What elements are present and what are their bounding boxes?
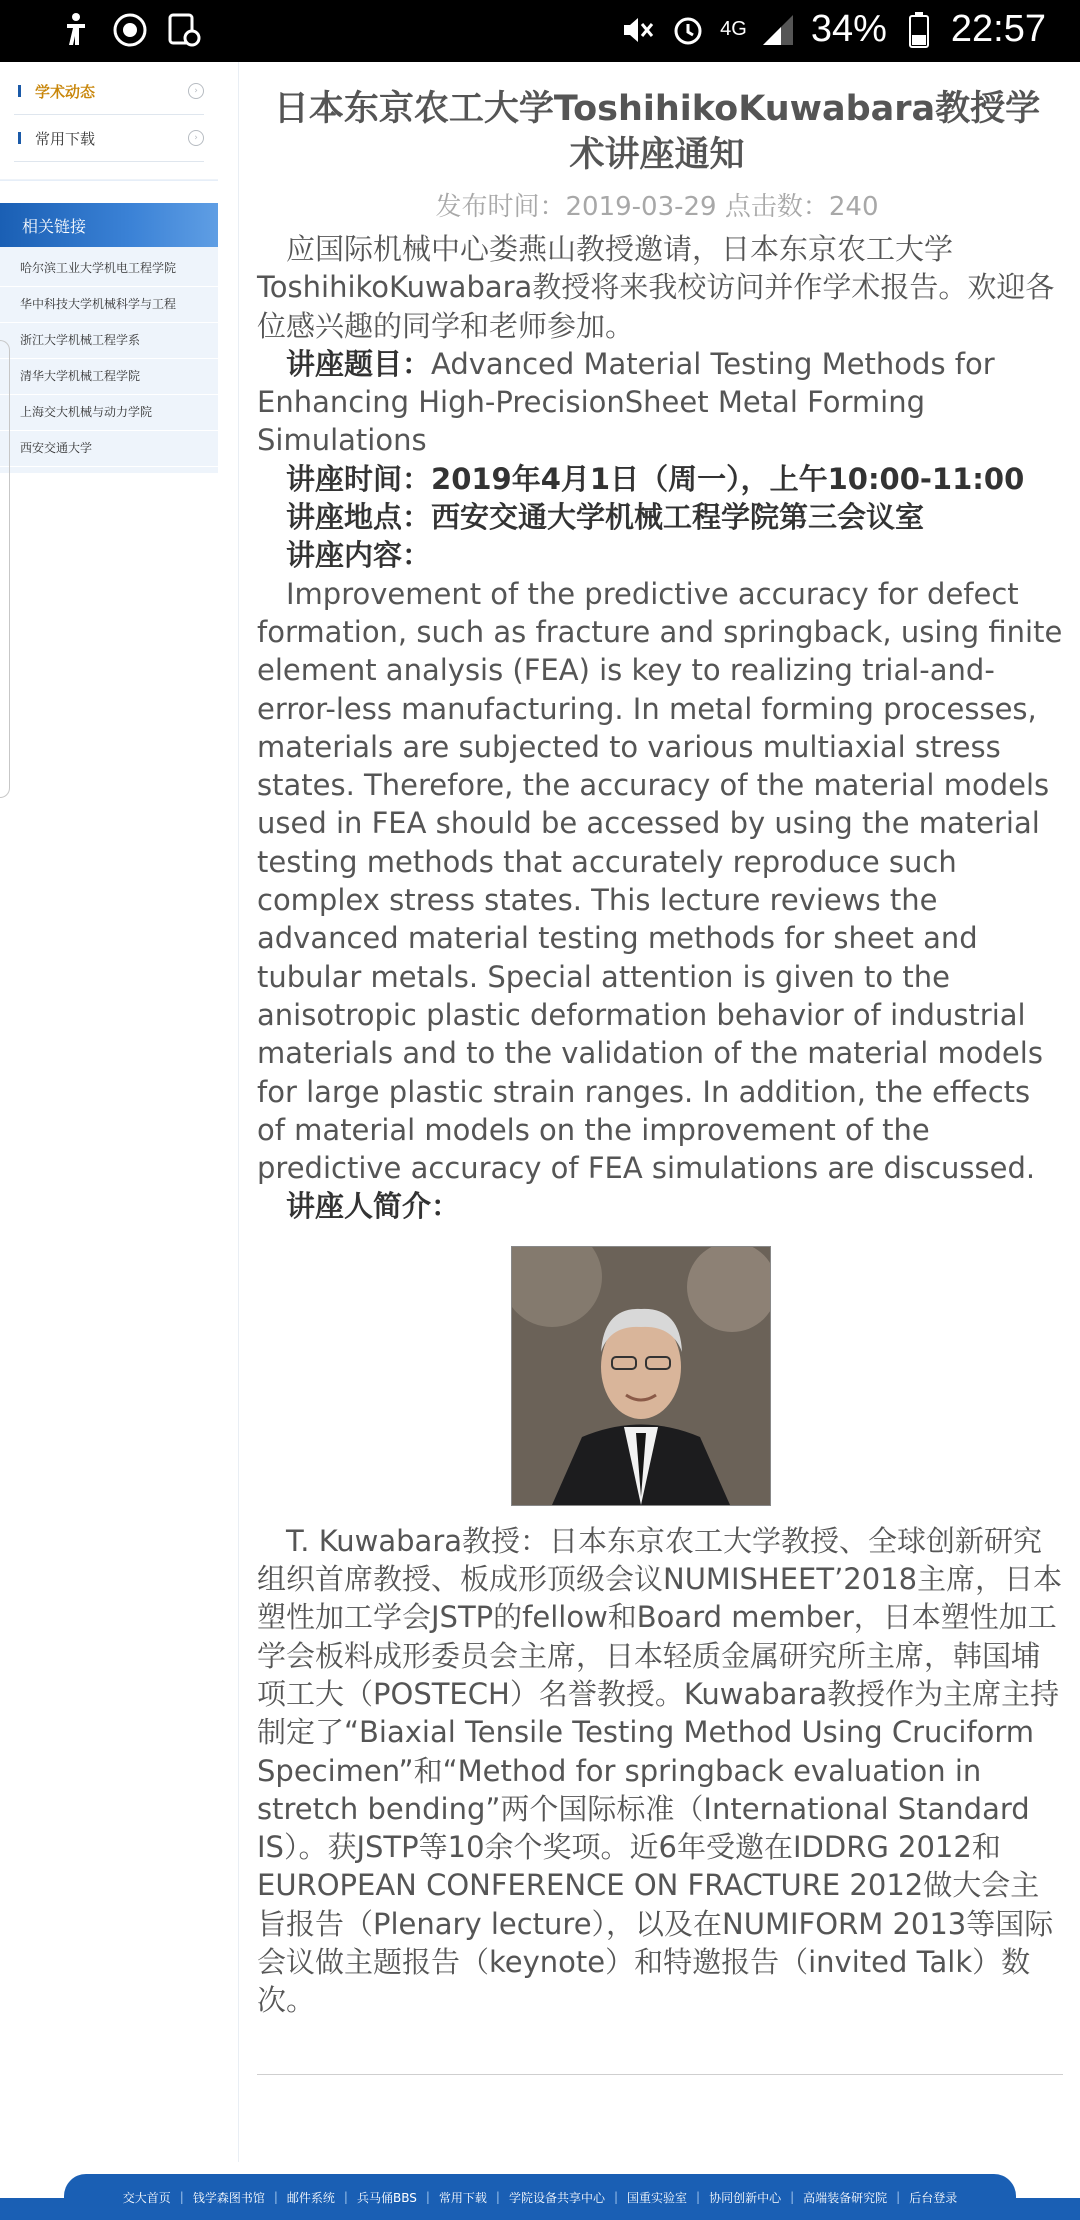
footer-link-lab[interactable]: 国重实验室 — [627, 2190, 688, 2205]
topic-label: 讲座题目： — [286, 346, 432, 381]
content-paragraph: Improvement of the predictive accuracy for defect formation, such as fracture and springback, using finite element analysis (FEA) is key to realizing trial-and-error-less manufacturing. In metal forming processes, materials are subjected to various multiaxial stress states. Therefore, the accuracy of the material models used in FEA should be accessed by using the material testing methods that accurately reproduce such complex stress states. This lecture reviews the advanced material testing methods for sheet and tubular metals. Special attention is given to the anisotropic plastic deformation behavior of industrial materials and to the validation of the material models for large plastic strain ranges. In addition, the effects of material models on the improvement of the predictive accuracy of FEA simulations are discussed. — [257, 576, 1063, 1186]
topic-line — [257, 345, 1067, 460]
chevron-right-icon: › — [188, 130, 204, 146]
footer-link-home[interactable]: 交大首页 — [122, 2190, 171, 2205]
footer-link-library[interactable]: 钱学森图书馆 — [192, 2190, 265, 2205]
clock: 22:57 — [950, 8, 1046, 50]
related-links-title: 相关链接 — [0, 203, 218, 247]
spacer — [0, 181, 218, 203]
place-line — [257, 498, 1067, 536]
divider — [257, 2074, 1063, 2075]
bio-label: 讲座人简介： — [286, 1189, 461, 1224]
footer-link-downloads[interactable]: 常用下载 — [438, 2190, 487, 2205]
bullet-bar — [18, 85, 21, 97]
sidebar — [0, 62, 218, 473]
separator: | — [495, 2190, 500, 2204]
place-label: 讲座地点： — [286, 500, 432, 535]
article — [238, 62, 1063, 2162]
separator: | — [273, 2190, 278, 2204]
footer-link-admin[interactable]: 后台登录 — [909, 2190, 958, 2205]
sidebar-item-downloads[interactable] — [14, 115, 204, 162]
related-link[interactable]: 哈尔滨工业大学机电工程学院 — [0, 251, 218, 287]
separator: | — [179, 2190, 184, 2204]
separator: | — [896, 2190, 901, 2204]
speaker-photo-wrap — [257, 1246, 1067, 1514]
battery-percent: 34% — [810, 8, 887, 50]
separator: | — [343, 2190, 348, 2204]
time-label: 讲座时间： — [286, 461, 432, 496]
bullet-bar — [18, 132, 21, 144]
footer-link-equipment[interactable]: 学院设备共享中心 — [508, 2190, 605, 2205]
article-body — [257, 230, 1067, 2020]
topic-text: Advanced Material Testing Methods for Enhancing High-PrecisionSheet Metal Forming Simulations — [257, 346, 995, 458]
article-title: 日本东京农工大学ToshihikoKuwabara教授学术讲座通知 — [273, 89, 1041, 175]
sidebar-item-label: 学术动态 — [35, 82, 96, 101]
time-line — [257, 460, 1067, 498]
footer-nav — [64, 2174, 1016, 2220]
related-link[interactable]: 华中科技大学机械科学与工程 — [0, 287, 218, 323]
intro-paragraph: 应国际机械中心娄燕山教授邀请，日本东京农工大学ToshihikoKuwabara教授将来我校访问并作学术报告。欢迎各位感兴趣的同学和老师参加。 — [257, 232, 1055, 343]
battery-icon — [901, 10, 937, 50]
alarm-icon — [670, 10, 706, 50]
sidebar-menu — [0, 62, 218, 181]
separator: | — [790, 2190, 795, 2204]
sidebar-item-academic-news[interactable] — [14, 68, 204, 115]
article-meta: 发布时间：2019-03-29 点击数：240 — [435, 192, 879, 222]
signal-icon — [761, 10, 797, 50]
footer-link-bbs[interactable]: 兵马俑BBS — [356, 2190, 417, 2205]
network-type: 4G — [720, 18, 747, 40]
screenshot-icon — [166, 10, 202, 50]
place-text: 西安交通大学机械工程学院第三会议室 — [431, 500, 925, 535]
status-bar — [0, 0, 1080, 62]
chevron-right-icon: › — [188, 83, 204, 99]
separator: | — [425, 2190, 430, 2204]
separator: | — [696, 2190, 701, 2204]
related-links-list — [0, 247, 218, 473]
related-link[interactable]: 浙江大学机械工程学系 — [0, 323, 218, 359]
footer-link-institute[interactable]: 高端装备研究院 — [803, 2190, 888, 2205]
accessibility-icon — [58, 10, 94, 50]
content-label: 讲座内容： — [286, 538, 432, 573]
mute-icon — [620, 10, 656, 50]
speaker-photo — [511, 1246, 771, 1506]
separator: | — [613, 2190, 619, 2204]
scroll-handle[interactable] — [0, 340, 10, 798]
bio-paragraph: T. Kuwabara教授：日本东京农工大学教授、全球创新研究组织首席教授、板成形顶级会议NUMISHEET’2018主席，日本塑性加工学会JSTP的fellow和Board member，日本塑性加工学会板料成形委员会主席，日本轻质金属研究所主席，韩国埔项工大（POSTECH）名誉教授。Kuwabara教授作为主席主持制定了“Biaxial Tensile Testing Method Using Cruciform Specimen”和“Method for springback evaluation in stretch bending”两个国际标准（International Standard IS）。获JSTP等10余个奖项。近6年受邀在IDDRG 2012和EUROPEAN CONFERENCE ON FRACTURE 2012做大会主旨报告（Plenary lecture），以及在NUMIFORM 2013等国际会议做主题报告（keynote）和特邀报告（invited Talk）数次。 — [257, 1523, 1063, 2018]
related-link[interactable]: 西安交通大学 — [0, 431, 218, 467]
power-saving-icon — [112, 10, 148, 50]
sidebar-item-label: 常用下载 — [35, 129, 96, 148]
time-text: 2019年4月1日（周一），上午10:00-11:00 — [431, 461, 1025, 496]
related-link[interactable]: 上海交大机械与动力学院 — [0, 395, 218, 431]
footer-link-mail[interactable]: 邮件系统 — [286, 2190, 335, 2205]
footer-link-innovation[interactable]: 协同创新中心 — [709, 2190, 782, 2205]
related-link[interactable]: 清华大学机械工程学院 — [0, 359, 218, 395]
